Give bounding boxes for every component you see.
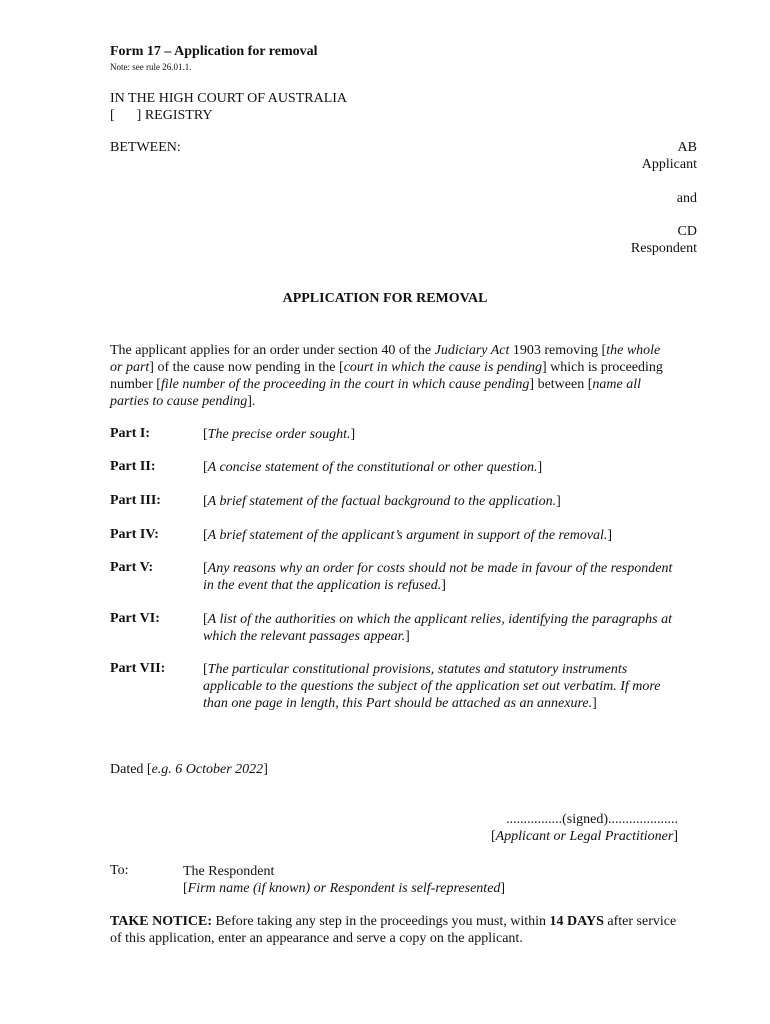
registry-line: [ ] REGISTRY xyxy=(110,108,213,123)
part-label: Part V: xyxy=(110,560,154,575)
part-label: Part VII: xyxy=(110,661,166,676)
between-label: BETWEEN: xyxy=(110,140,181,155)
recipient-name: The Respondent xyxy=(183,864,275,879)
court-name: IN THE HIGH COURT OF AUSTRALIA xyxy=(110,91,348,106)
part-label: Part IV: xyxy=(110,527,159,542)
form-title: Form 17 – Application for removal xyxy=(110,44,318,59)
part-label: Part I: xyxy=(110,426,151,441)
recipient-detail: [Firm name (if known) or Respondent is self-represented] xyxy=(183,881,506,896)
take-notice: TAKE NOTICE: Before taking any step in the proceedings you must, within 14 DAYS after service of this application, enter an appearance and serve a copy on the applicant. xyxy=(110,914,677,946)
respondent-role: Respondent xyxy=(630,241,697,256)
part-text: [Any reasons why an order for costs should not be made in favour of the respondent in the event that the application is refused.] xyxy=(203,561,673,593)
part-label: Part III: xyxy=(110,493,161,508)
part-label: Part II: xyxy=(110,459,156,474)
parties-and: and xyxy=(676,191,697,206)
signer-role: [Applicant or Legal Practitioner] xyxy=(490,829,678,844)
signature-line: ................(signed).................... xyxy=(506,812,678,827)
to-label: To: xyxy=(110,863,129,878)
dated-line: Dated [e.g. 6 October 2022] xyxy=(110,762,268,777)
part-text: [A list of the authorities on which the applicant relies, identifying the paragraphs at which the relevant passages appear.] xyxy=(203,612,672,644)
form-note: Note: see rule 26.01.1. xyxy=(110,62,192,72)
part-text: [The precise order sought.] xyxy=(203,427,356,442)
part-text: [A brief statement of the applicant’s argument in support of the removal.] xyxy=(203,528,613,543)
part-text: [A brief statement of the factual background to the application.] xyxy=(203,494,561,509)
part-label: Part VI: xyxy=(110,611,160,626)
respondent-name: CD xyxy=(677,224,697,239)
court-heading xyxy=(110,90,347,124)
applicant-name: AB xyxy=(677,140,697,155)
document-title: APPLICATION FOR REMOVAL xyxy=(282,291,488,306)
applicant-role: Applicant xyxy=(641,157,697,172)
intro-paragraph: The applicant applies for an order under section 40 of the Judiciary Act 1903 removing [the whole or part] of the cause now pending in the [court in which the cause is pending] which is proceeding number [file number of the proceeding in the court in which cause pending] between [name all parties to cause pending]. xyxy=(110,343,663,409)
to-recipient xyxy=(183,863,505,897)
part-text: [A concise statement of the constitutional or other question.] xyxy=(203,460,543,475)
part-text: [The particular constitutional provisions, statutes and statutory instruments applicable to the questions the subject of the application set out verbatim. If more than one page in length, this Part should be attached as an annexure.] xyxy=(203,662,661,711)
